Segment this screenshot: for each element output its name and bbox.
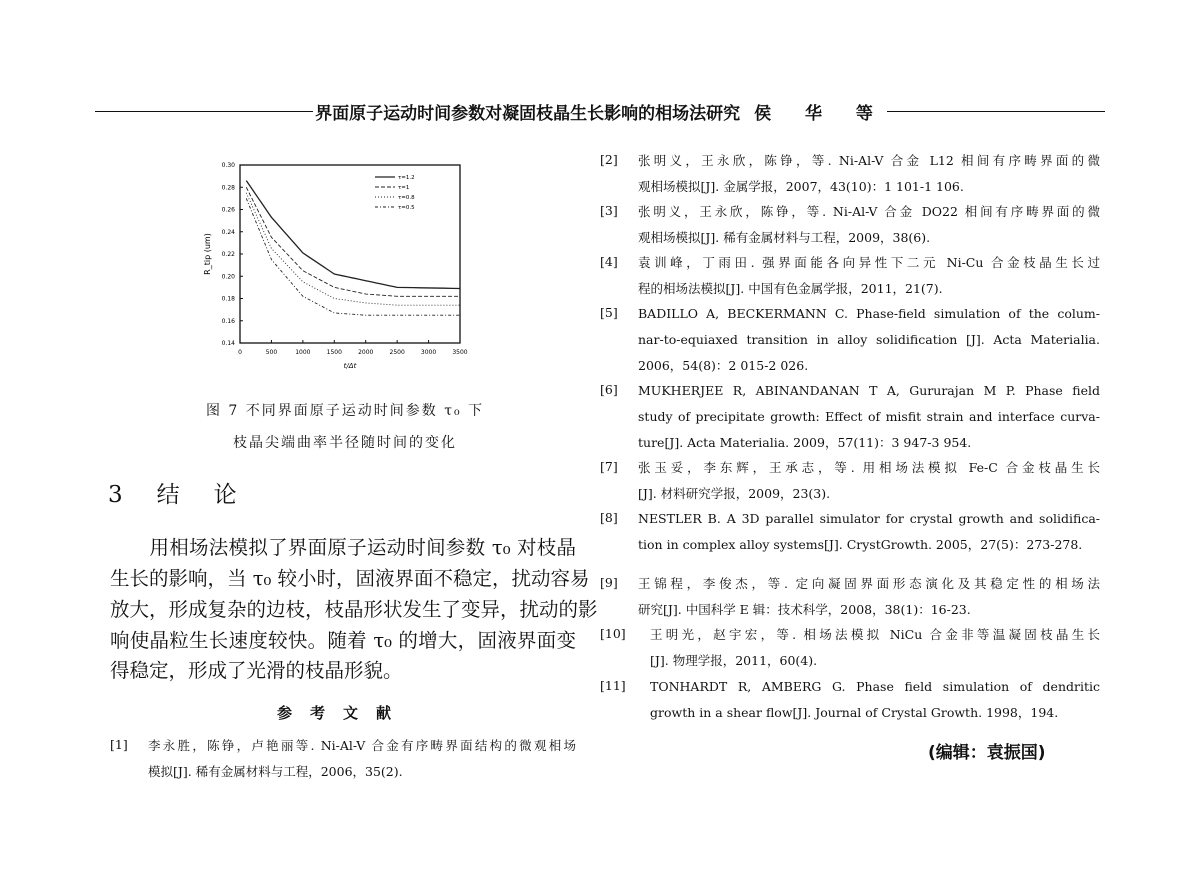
reference-line: tion in complex alloy systems[J]. CrystGrowth. 2005，27(5)：273-278. [638,537,1083,552]
y-tick-label: 0.28 [221,184,235,192]
y-tick-label: 0.16 [221,317,235,325]
section-title-char-1: 结 [156,482,180,508]
running-authors: 侯 华 等 [754,103,887,124]
reference-line: NESTLER B. A 3D parallel simulator for crystal growth and solidifica- [638,511,1100,526]
header-rule-left [95,111,313,112]
x-tick-label: 1500 [326,349,342,356]
y-axis-label: R_tip (um) [203,233,212,275]
reference-line: 张玉妥，李东辉，王承志，等. 用相场法模拟 Fe-C 合金枝晶生长 [638,460,1100,475]
reference-line: MUKHERJEE R, ABINANDANAN T A, Gururajan M P. Phase field [638,383,1100,398]
reference-line: 王明光，赵宇宏，等. 相场法模拟 NiCu 合金非等温凝固枝晶生长 [650,627,1100,642]
reference-number: [8] [600,510,618,525]
body-line: 放大，形成复杂的边枝，枝晶形状发生了变异，扰动的影 [110,598,598,621]
reference-number: [2] [600,152,618,167]
y-tick-label: 0.20 [221,273,235,281]
reference-line: [J]. 物理学报，2011，60(4). [650,653,818,668]
running-title: 界面原子运动时间参数对凝固枝晶生长影响的相场法研究 [315,103,741,124]
series-line [246,181,460,289]
reference-line: 王锦程，李俊杰，等. 定向凝固界面形态演化及其稳定性的相场法 [638,576,1100,591]
y-tick-label: 0.14 [221,340,235,347]
x-tick-label: 2000 [358,349,374,356]
figure-caption-line-2: 枝晶尖端曲率半径随时间的变化 [233,435,457,451]
reference-line: BADILLO A, BECKERMANN C. Phase-field simulation of the colum- [638,306,1100,321]
body-line: 用相场法模拟了界面原子运动时间参数 τ₀ 对枝晶 [110,536,576,559]
figure-caption-line-1: 图 7 不同界面原子运动时间参数 τ₀ 下 [205,403,485,419]
reference-number: [7] [600,459,618,474]
reference-number: [4] [600,254,618,269]
x-tick-label: 1000 [295,349,311,356]
reference-line: 观相场模拟[J]. 稀有金属材料与工程，2009，38(6). [638,230,931,245]
legend-label: τ=0.5 [398,205,415,211]
reference-line: study of precipitate growth: Effect of misfit strain and interface curva- [638,409,1100,424]
reference-line: nar-to-equiaxed transition in alloy solidification [J]. Acta Materialia. [638,332,1100,347]
header-rule-right [887,111,1105,112]
reference-number: [11] [600,678,626,693]
x-tick-label: 3500 [452,349,468,356]
x-tick-label: 2500 [389,349,405,356]
reference-line: 模拟[J]. 稀有金属材料与工程，2006，35(2). [148,764,403,779]
section-heading [108,476,271,509]
legend-label: τ=0.8 [398,195,415,201]
body-line: 响使晶粒生长速度较快。随着 τ₀ 的增大，固液界面变 [110,629,576,652]
section-title-char-2: 论 [213,482,237,508]
legend-label: τ=1 [398,185,410,191]
x-tick-label: 3000 [420,349,437,356]
reference-line: 张明义，王永欣，陈铮，等. Ni-Al-V 合金 L12 相间有序畴界面的微 [638,153,1100,168]
reference-line: 袁训峰，丁雨田. 强界面能各向异性下二元 Ni-Cu 合金枝晶生长过 [638,255,1100,270]
reference-line: ture[J]. Acta Materialia. 2009，57(11)：3 947-3 954. [638,435,972,450]
body-line: 得稳定，形成了光滑的枝晶形貌。 [110,659,403,682]
series-line [246,198,460,315]
reference-number: [6] [600,382,618,397]
running-head [95,98,1105,124]
x-axis-label: t/Δt [343,362,357,370]
legend-label: τ=1.2 [398,175,415,181]
x-tick-label: 0 [238,349,242,356]
reference-line: [J]. 材料研究学报，2009，23(3). [638,486,831,501]
references-heading: 参考文献 [276,704,409,722]
y-tick-label: 0.18 [221,295,235,303]
y-tick-label: 0.24 [221,228,235,236]
reference-number: [1] [110,737,128,752]
reference-line: 观相场模拟[J]. 金属学报，2007，43(10)：1 101-1 106. [638,179,964,194]
reference-number: [3] [600,203,618,218]
y-tick-label: 0.22 [221,251,235,258]
reference-number: [10] [600,626,626,641]
reference-line: 程的相场法模拟[J]. 中国有色金属学报，2011，21(7). [638,281,943,296]
reference-line: TONHARDT R, AMBERG G. Phase field simulation of dendritic [650,679,1100,694]
reference-line: 张明义，王永欣，陈铮，等. Ni-Al-V 合金 DO22 相间有序畴界面的微 [638,204,1100,219]
figure-7-chart [190,150,480,380]
editor-note: (编辑：袁振国) [928,743,1046,763]
section-number: 3 [108,482,123,508]
x-tick-label: 500 [265,349,278,356]
series-line [246,187,460,296]
reference-line: 李永胜，陈铮，卢艳丽等. Ni-Al-V 合金有序畴界面结构的微观相场 [148,738,576,753]
reference-line: growth in a shear flow[J]. Journal of Crystal Growth. 1998，194. [650,705,1059,720]
plot-frame [240,165,460,343]
reference-line: 研究[J]. 中国科学 E 辑：技术科学，2008，38(1)：16-23. [638,602,971,617]
y-tick-label: 0.26 [221,206,235,214]
body-line: 生长的影响，当 τ₀ 较小时，固液界面不稳定，扰动容易 [110,567,590,590]
y-tick-label: 0.30 [221,162,235,169]
reference-line: 2006，54(8)：2 015-2 026. [638,358,809,373]
reference-number: [9] [600,575,618,590]
reference-number: [5] [600,305,618,320]
